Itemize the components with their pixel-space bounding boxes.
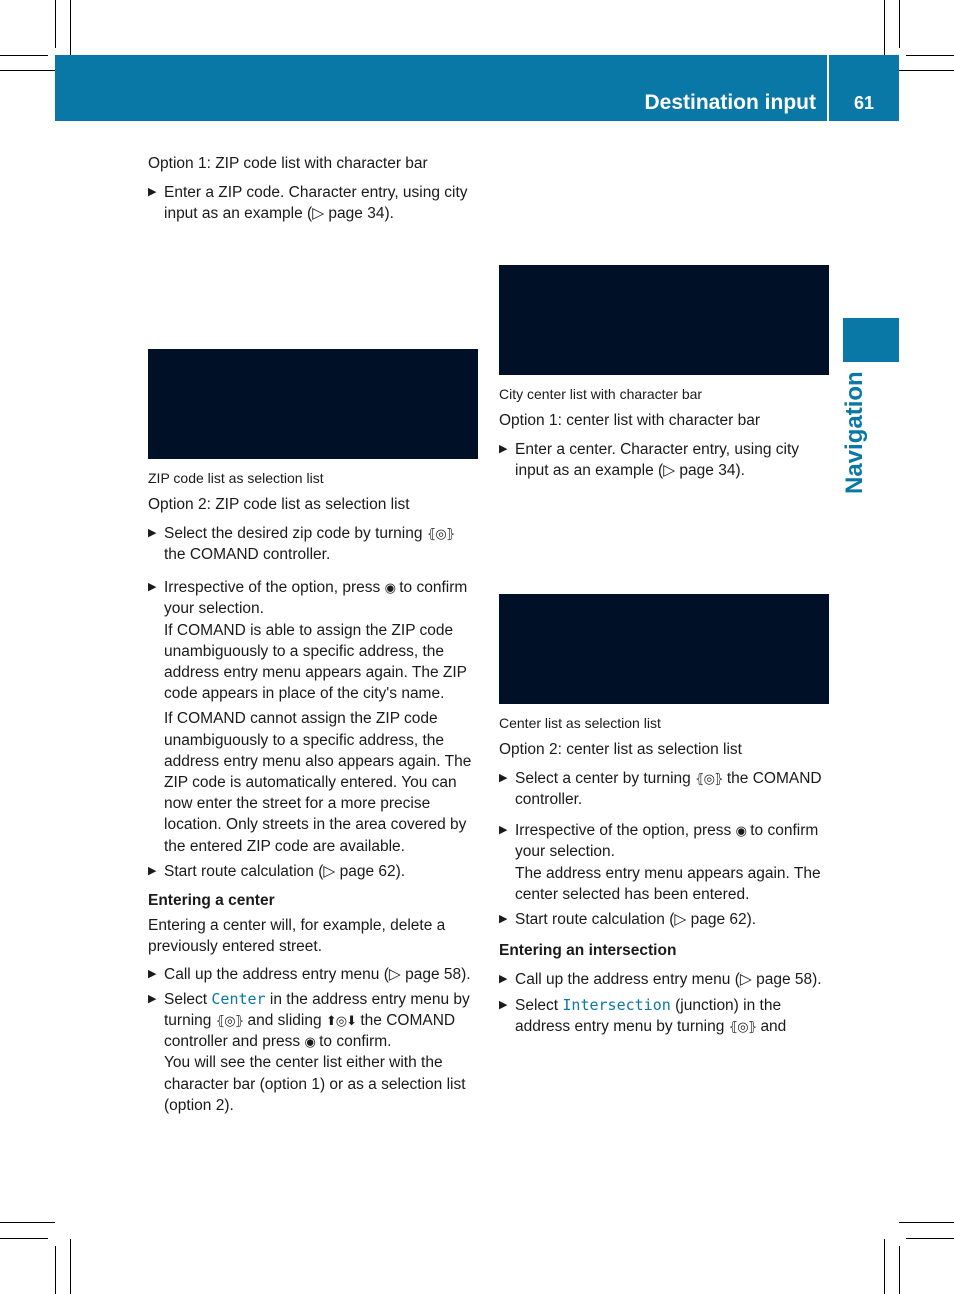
list-item bbox=[148, 523, 480, 565]
crop-mark bbox=[0, 70, 55, 71]
list-item bbox=[499, 439, 831, 481]
section-intro: Entering a center will, for example, delete a previously entered street. bbox=[148, 917, 446, 956]
item-text: Call up the address entry menu (▷ page 58). bbox=[164, 965, 471, 983]
list-item bbox=[148, 989, 480, 1116]
bullet-arrow-icon: ▶ bbox=[148, 526, 157, 539]
side-tab bbox=[843, 318, 899, 362]
bullet-arrow-icon: ▶ bbox=[148, 864, 157, 877]
item-paragraph: You will see the center list either with the character bar (option 1) or as a selection list (option 2). bbox=[164, 1054, 466, 1114]
turn-controller-icon: ⦃◎⦄ bbox=[426, 525, 455, 541]
list-item bbox=[148, 964, 480, 985]
crop-mark bbox=[70, 1239, 71, 1294]
right-column bbox=[499, 153, 831, 1037]
press-controller-icon: ◉ bbox=[735, 823, 746, 839]
crop-mark bbox=[899, 1246, 900, 1294]
crop-mark bbox=[884, 0, 885, 55]
list-item bbox=[499, 909, 831, 930]
item-text: the COMAND controller and press bbox=[164, 1012, 456, 1051]
crop-mark bbox=[906, 55, 954, 56]
bullet-arrow-icon: ▶ bbox=[148, 967, 157, 980]
item-text: to confirm. bbox=[319, 1033, 392, 1051]
side-tab-label: Navigation bbox=[841, 371, 868, 495]
bullet-arrow-icon: ▶ bbox=[148, 186, 157, 199]
crop-mark bbox=[0, 1238, 48, 1239]
page-number: 61 bbox=[853, 93, 875, 113]
item-text: Select bbox=[164, 990, 208, 1008]
turn-controller-icon: ⦃◎⦄ bbox=[695, 770, 723, 786]
press-controller-icon: ◉ bbox=[384, 580, 395, 596]
item-text: Irrespective of the option, press bbox=[164, 579, 381, 597]
item-paragraph: The address entry menu appears again. The center selected has been entered. bbox=[515, 864, 821, 903]
bullet-arrow-icon: ▶ bbox=[499, 771, 508, 784]
item-text: Select bbox=[515, 996, 559, 1014]
crop-mark bbox=[884, 1239, 885, 1294]
item-text: Irrespective of the option, press bbox=[515, 822, 732, 840]
bullet-arrow-icon: ▶ bbox=[499, 998, 508, 1011]
crop-mark bbox=[899, 70, 954, 71]
list-item bbox=[148, 182, 480, 224]
list-item bbox=[499, 995, 831, 1037]
crop-mark bbox=[55, 1246, 56, 1294]
item-text: Start route calculation (▷ page 62). bbox=[164, 862, 406, 880]
option2-title: Option 2: ZIP code list as selection list bbox=[148, 495, 410, 513]
list-item bbox=[499, 768, 831, 810]
bullet-arrow-icon: ▶ bbox=[499, 973, 508, 986]
item-text: Enter a ZIP code. Character entry, using city input as an example (▷ page 34). bbox=[164, 184, 468, 223]
figure-caption: Center list as selection list bbox=[499, 714, 661, 731]
bullet-arrow-icon: ▶ bbox=[148, 992, 157, 1005]
list-item bbox=[148, 577, 480, 857]
item-paragraph: If COMAND cannot assign the ZIP code unambiguously to a specific address, the address entry menu also appears again. The ZIP code is automatically entered. You can now enter the street for a more precise location. Only streets in the area covered by the entered ZIP code are available. bbox=[164, 710, 472, 855]
item-text: to confirm your selection. bbox=[164, 579, 468, 618]
item-text: Select the desired zip code by turning bbox=[164, 524, 423, 542]
figure-caption: City center list with character bar bbox=[499, 386, 703, 402]
slide-controller-icon: ⬆◎⬇ bbox=[325, 1013, 357, 1029]
crop-mark bbox=[55, 0, 56, 48]
item-text: and sliding bbox=[247, 1012, 322, 1030]
list-item bbox=[148, 861, 480, 882]
item-text: Start route calculation (▷ page 62). bbox=[515, 911, 757, 929]
option1-title: Option 1: ZIP code list with character bar bbox=[148, 155, 428, 172]
item-text: to confirm your selection. bbox=[515, 822, 819, 861]
item-text: Select a center by turning bbox=[515, 769, 691, 787]
center-list-screenshot bbox=[499, 594, 829, 704]
turn-controller-icon: ⦃◎⦄ bbox=[215, 1013, 244, 1029]
figure-caption: ZIP code list as selection list bbox=[148, 469, 324, 486]
item-text: Call up the address entry menu (▷ page 58). bbox=[515, 971, 822, 989]
menu-item-code: Intersection bbox=[562, 995, 671, 1014]
bullet-arrow-icon: ▶ bbox=[499, 443, 508, 456]
crop-mark bbox=[0, 1222, 55, 1223]
item-text: the COMAND controller. bbox=[515, 769, 822, 809]
crop-mark bbox=[899, 0, 900, 48]
item-text: (junction) in the address entry menu by turning bbox=[515, 996, 782, 1035]
press-controller-icon: ◉ bbox=[304, 1034, 315, 1050]
list-item bbox=[499, 969, 831, 990]
option1-title: Option 1: center list with character bar bbox=[499, 412, 761, 429]
item-text: the COMAND controller. bbox=[164, 546, 331, 564]
left-column bbox=[148, 153, 480, 1116]
list-item bbox=[499, 820, 831, 905]
item-text: and bbox=[760, 1017, 787, 1035]
section-heading: Entering an intersection bbox=[499, 942, 677, 960]
crop-mark bbox=[899, 1222, 954, 1223]
bullet-arrow-icon: ▶ bbox=[148, 581, 157, 594]
crop-mark bbox=[0, 55, 48, 56]
zip-code-list-screenshot bbox=[148, 349, 478, 459]
item-text: Enter a center. Character entry, using city input as an example (▷ page 34). bbox=[515, 441, 800, 480]
section-title: Destination input bbox=[644, 91, 816, 114]
item-paragraph: If COMAND is able to assign the ZIP code unambiguously to a specific address, the address entry menu appears again. The ZIP code appears in place of the city's name. bbox=[164, 621, 467, 703]
option2-title: Option 2: center list as selection list bbox=[499, 740, 742, 758]
city-center-list-screenshot bbox=[499, 265, 829, 375]
bullet-arrow-icon: ▶ bbox=[499, 913, 508, 926]
item-text: in the address entry menu by turning bbox=[164, 990, 470, 1030]
section-heading: Entering a center bbox=[148, 892, 275, 910]
crop-mark bbox=[906, 1238, 954, 1239]
bullet-arrow-icon: ▶ bbox=[499, 824, 508, 837]
menu-item-code: Center bbox=[211, 989, 266, 1008]
crop-mark bbox=[70, 0, 71, 55]
turn-controller-icon: ⦃◎⦄ bbox=[728, 1018, 757, 1034]
